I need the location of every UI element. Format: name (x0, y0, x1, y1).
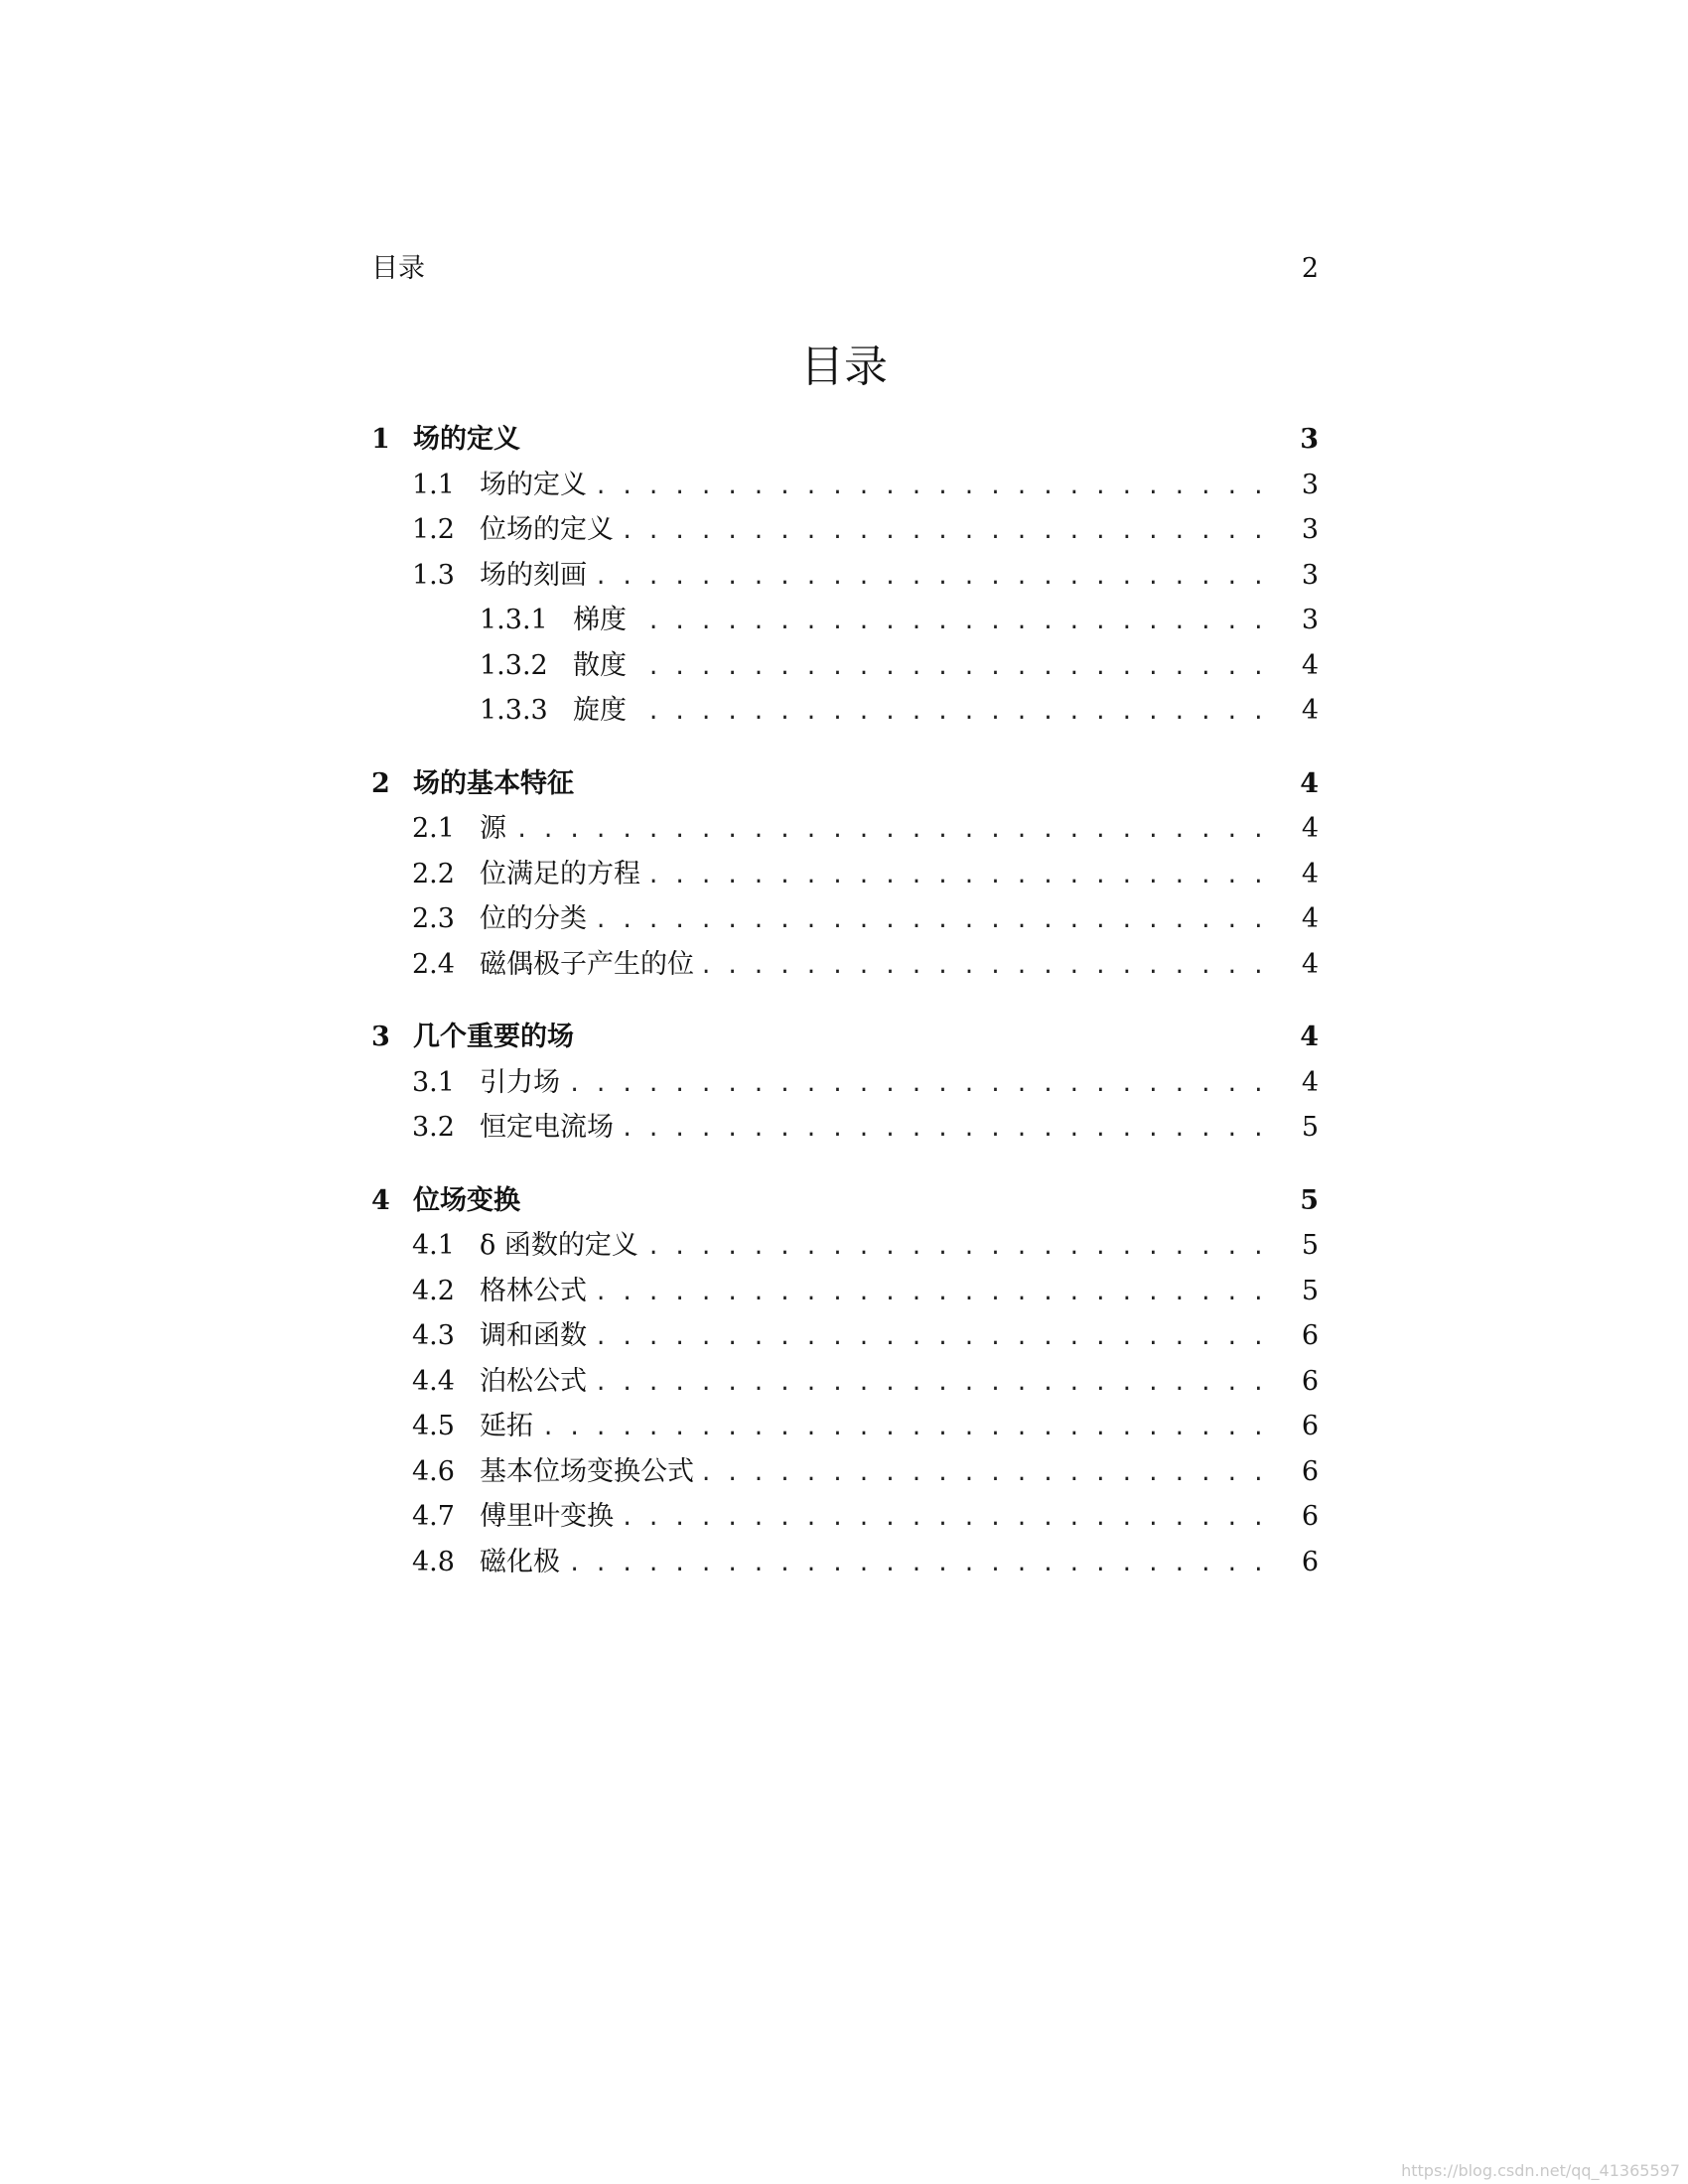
toc-dot-leader (633, 690, 1295, 736)
toc-entry-number: 2.4 (412, 948, 455, 980)
toc-page-number: 3 (1301, 559, 1319, 591)
toc-section-title: 场的基本特征 (413, 767, 574, 799)
toc-dot-leader (633, 600, 1295, 645)
toc-page-number: 6 (1301, 1365, 1319, 1397)
toc-subsection-entry[interactable] (371, 1449, 1319, 1495)
toc-entry-number: 2.1 (412, 813, 455, 844)
toc-page-number: 3 (1301, 605, 1319, 635)
toc-entry-number: 4.4 (412, 1365, 455, 1397)
toc-entry-title: 傅里叶变换 (480, 1501, 614, 1532)
toc-entry-number: 1.1 (412, 469, 455, 500)
page-title: 目录 (800, 341, 888, 392)
toc-page-number: 5 (1301, 1112, 1319, 1143)
toc-subsection-entry[interactable] (371, 553, 1319, 599)
toc-section-number: 4 (371, 1184, 390, 1216)
toc-entry-title: 场的定义 (480, 469, 587, 500)
header-page-number: 2 (1301, 253, 1319, 284)
toc-entry-number: 1.3.1 (480, 605, 548, 635)
toc-entry-title: 格林公式 (480, 1275, 587, 1306)
toc-dot-leader (620, 509, 1295, 555)
toc-page-number: 4 (1301, 1066, 1319, 1098)
watermark: https://blog.csdn.net/qq_41365597 (1401, 2161, 1680, 2180)
toc-entry-number: 4.1 (412, 1230, 455, 1261)
toc-dot-leader (512, 808, 1295, 854)
toc-page-number: 4 (1301, 903, 1319, 934)
toc-entry-title: 引力场 (480, 1066, 560, 1098)
toc-entry-title: 延拓 (480, 1411, 533, 1441)
toc-entry-number: 4.2 (412, 1275, 455, 1306)
toc-entry-number: 1.2 (412, 514, 455, 545)
toc-subsection-entry[interactable] (371, 852, 1319, 897)
toc-section-entry[interactable] (371, 761, 1319, 807)
toc-section-title: 位场变换 (413, 1184, 520, 1216)
toc-page-number: 4 (1300, 1022, 1319, 1052)
toc-section-entry[interactable] (371, 417, 1319, 463)
toc-dot-leader (700, 944, 1295, 990)
toc-dot-leader (593, 1361, 1295, 1407)
toc-entry-title: 梯度 (573, 605, 627, 635)
toc-page-number: 6 (1301, 1501, 1319, 1532)
toc-dot-leader (593, 1271, 1295, 1316)
toc-subsubsection-entry[interactable] (371, 643, 1319, 689)
toc-page-number: 4 (1301, 695, 1319, 726)
toc-subsection-entry[interactable] (371, 1105, 1319, 1151)
toc-subsection-entry[interactable] (371, 463, 1319, 508)
toc-entry-title: 位场的定义 (480, 514, 614, 545)
toc-subsection-entry[interactable] (371, 507, 1319, 553)
toc-entry-title: 磁偶极子产生的位 (480, 948, 694, 980)
toc-subsection-entry[interactable] (371, 806, 1319, 852)
toc-entry-title: 场的刻画 (480, 559, 587, 591)
toc-section-number: 1 (371, 424, 390, 455)
toc-section (371, 1015, 1319, 1151)
running-header (371, 246, 1319, 285)
toc-dot-leader (593, 465, 1295, 510)
toc-section (371, 1178, 1319, 1585)
toc-subsection-entry[interactable] (371, 1060, 1319, 1106)
toc-dot-leader (539, 1406, 1295, 1451)
toc-entry-title: δ 函数的定义 (480, 1230, 638, 1261)
toc-subsection-entry[interactable] (371, 942, 1319, 988)
toc-page-number: 5 (1301, 1275, 1319, 1306)
toc-page-number: 4 (1301, 948, 1319, 980)
toc-dot-leader (593, 1315, 1295, 1361)
toc-page-number: 6 (1301, 1546, 1319, 1577)
toc-page-number: 6 (1301, 1411, 1319, 1441)
toc-page-number: 5 (1301, 1230, 1319, 1261)
toc-dot-leader (700, 1451, 1295, 1497)
toc-dot-leader (566, 1542, 1295, 1587)
toc-dot-leader (620, 1496, 1295, 1542)
toc-entry-title: 磁化极 (480, 1546, 560, 1577)
toc-section (371, 761, 1319, 988)
toc-subsection-entry[interactable] (371, 1540, 1319, 1585)
toc-entry-title: 基本位场变换公式 (480, 1455, 694, 1487)
toc-subsection-entry[interactable] (371, 1223, 1319, 1269)
toc-entry-number: 4.5 (412, 1411, 455, 1441)
toc-subsection-entry[interactable] (371, 1313, 1319, 1359)
toc-page-number: 4 (1300, 767, 1319, 799)
toc-subsection-entry[interactable] (371, 1359, 1319, 1405)
toc-section-number: 2 (371, 767, 390, 799)
toc-subsection-entry[interactable] (371, 896, 1319, 942)
toc-subsubsection-entry[interactable] (371, 598, 1319, 643)
toc-entry-title: 泊松公式 (480, 1365, 587, 1397)
toc-subsection-entry[interactable] (371, 1404, 1319, 1449)
toc-entry-number: 1.3.3 (480, 695, 548, 726)
toc-entry-title: 恒定电流场 (480, 1112, 614, 1143)
toc-page-number: 4 (1301, 858, 1319, 889)
toc-section-entry[interactable] (371, 1178, 1319, 1224)
toc-page-number: 5 (1300, 1184, 1319, 1216)
toc-page-number: 3 (1301, 514, 1319, 545)
toc-page-number: 3 (1300, 424, 1319, 455)
toc-dot-leader (644, 1225, 1295, 1271)
toc-subsection-entry[interactable] (371, 1494, 1319, 1540)
toc-entry-number: 2.3 (412, 903, 455, 934)
toc-page-number: 4 (1301, 649, 1319, 681)
toc-entry-number: 4.3 (412, 1320, 455, 1351)
toc-entry-title: 散度 (573, 649, 627, 681)
toc-dot-leader (620, 1107, 1295, 1153)
toc-section-title: 场的定义 (413, 424, 520, 455)
toc-entry-number: 3.2 (412, 1112, 455, 1143)
toc-entry-title: 位满足的方程 (480, 858, 640, 889)
toc-section (371, 417, 1319, 734)
header-title: 目录 (371, 253, 425, 284)
toc-section-entry[interactable] (371, 1015, 1319, 1060)
toc-dot-leader (593, 555, 1295, 601)
toc-subsubsection-entry[interactable] (371, 688, 1319, 734)
toc-entry-title: 位的分类 (480, 903, 587, 934)
toc-entry-number: 1.3.2 (480, 649, 548, 681)
toc-subsection-entry[interactable] (371, 1269, 1319, 1314)
toc-dot-leader (566, 1062, 1295, 1108)
toc-entry-number: 1.3 (412, 559, 455, 591)
table-of-contents (371, 417, 1319, 1612)
toc-section-number: 3 (371, 1022, 390, 1052)
toc-entry-title: 调和函数 (480, 1320, 587, 1351)
toc-page-number: 3 (1301, 469, 1319, 500)
toc-entry-number: 2.2 (412, 858, 455, 889)
toc-entry-number: 3.1 (412, 1066, 455, 1098)
toc-entry-number: 4.7 (412, 1501, 455, 1532)
toc-entry-title: 旋度 (573, 695, 627, 726)
toc-page-number: 6 (1301, 1320, 1319, 1351)
toc-entry-title: 源 (480, 813, 506, 844)
toc-entry-number: 4.6 (412, 1455, 455, 1487)
toc-dot-leader (593, 898, 1295, 944)
toc-dot-leader (646, 854, 1295, 899)
toc-entry-number: 4.8 (412, 1546, 455, 1577)
toc-dot-leader (633, 645, 1295, 691)
toc-page-number: 4 (1301, 813, 1319, 844)
toc-page-number: 6 (1301, 1455, 1319, 1487)
toc-section-title: 几个重要的场 (413, 1022, 574, 1052)
